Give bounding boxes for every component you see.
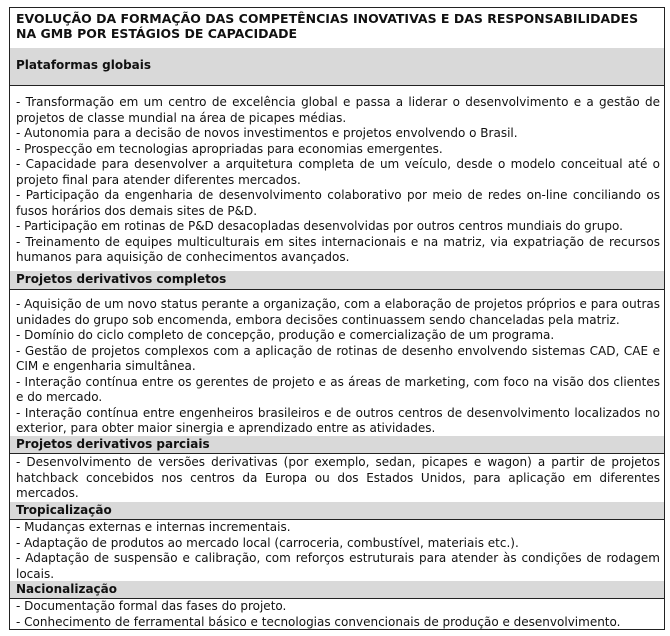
list-item: - Adaptação de suspensão e calibração, com reforços estruturais para atender às condições de rodagem locais. — [16, 551, 660, 581]
list-item: - Conhecimento de ferramental básico e tecnologias convencionais de produção e desenvolvimento. — [16, 614, 621, 629]
section-heading-plataformas — [10, 48, 664, 86]
section-body-completos — [10, 289, 664, 437]
section-heading-parciais — [10, 436, 664, 454]
section-body-parciais — [10, 453, 664, 503]
section-body-plataformas — [10, 85, 664, 272]
section-body-tropicalizacao — [10, 519, 664, 582]
list-item: - Desenvolvimento de versões derivativas (por exemplo, sedan, picapes e wagon) a partir de projetos hatchback concebidos nos centros da Europa ou dos Estados Unidos, para aplicação em diferentes mercados. — [16, 455, 660, 500]
list-item: - Documentação formal das fases do projeto. — [16, 599, 287, 613]
list-item: - Aquisição de um novo status perante a organização, com a elaboração de projetos próprios e para outras unidades do grupo sob encomenda, embora decisões continuassem sendo chanceladas pela matriz. — [16, 297, 660, 327]
list-item: - Autonomia para a decisão de novos investimentos e projetos envolvendo o Brasil. — [16, 126, 518, 140]
section-heading-text: Projetos derivativos parciais — [16, 437, 210, 451]
section-heading-nacionalizacao — [10, 581, 664, 599]
list-item: - Interação contínua entre engenheiros brasileiros e de outros centros de desenvolvimento localizados no exterior, para obter maior sinergia e aprendizado entre as atividades. — [16, 405, 660, 435]
list-item: - Participação em rotinas de P&D desacopladas desenvolvidas por outros centros mundiais do grupo. — [16, 219, 623, 233]
section-heading-text: Nacionalização — [16, 582, 118, 596]
section-heading-completos — [10, 271, 664, 290]
list-item: - Mudanças externas e internas incrementais. — [16, 520, 291, 534]
list-item: - Capacidade para desenvolver a arquitetura completa de um veículo, desde o modelo conceitual até o projeto final para atender diferentes mercados. — [16, 157, 660, 187]
list-item: - Participação da engenharia de desenvolvimento colaborativo por meio de redes on-line conciliando os fusos horários dos demais sites de P&D. — [16, 188, 660, 218]
section-heading-text: Plataformas globais — [16, 58, 152, 72]
list-item: - Gestão de projetos complexos com a aplicação de rotinas de desenho envolvendo sistemas CAD, CAE e CIM e engenharia simultânea. — [16, 343, 660, 373]
table-title-cell — [10, 8, 664, 49]
list-item: - Treinamento de equipes multiculturais em sites internacionais e na matriz, via expatriação de recursos humanos para aquisição de conhecimentos avançados. — [16, 234, 660, 264]
section-heading-text: Projetos derivativos completos — [16, 272, 227, 286]
list-item: - Prospecção em tecnologias apropriadas para economias emergentes. — [16, 141, 443, 156]
capability-table — [9, 7, 665, 630]
list-item: - Adaptação de produtos ao mercado local (carroceria, combustível, materiais etc.). — [16, 535, 519, 550]
list-item: - Domínio do ciclo completo de concepção, produção e comercialização de um programa. — [16, 328, 555, 342]
section-heading-text: Tropicalização — [16, 503, 112, 517]
table-title: EVOLUÇÃO DA FORMAÇÃO DAS COMPETÊNCIAS INOVATIVAS E DAS RESPONSABILIDADES NA GMB POR ESTÁGIOS DE CAPACIDADE — [16, 11, 639, 41]
list-item: - Interação contínua entre os gerentes de projeto e as áreas de marketing, com foco na visão dos clientes e do mercado. — [16, 374, 660, 404]
section-heading-tropicalizacao — [10, 502, 664, 520]
list-item: - Transformação em um centro de excelência global e passa a liderar o desenvolvimento e a gestão de projetos de classe mundial na área de picapes médias. — [16, 95, 660, 125]
section-body-nacionalizacao — [10, 598, 664, 630]
